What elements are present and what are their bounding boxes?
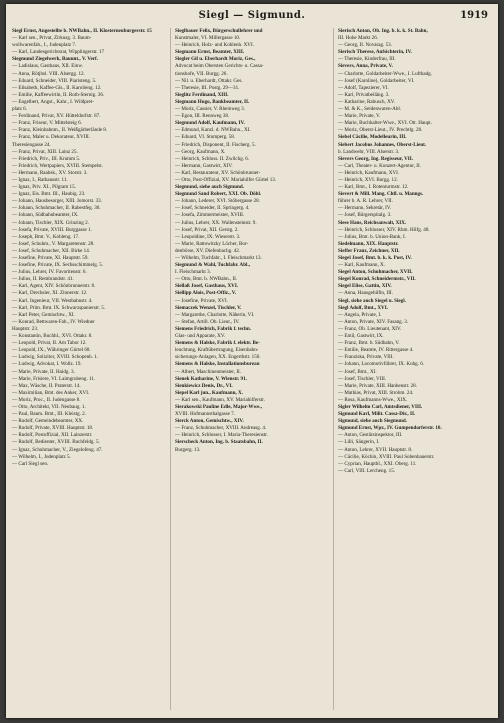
directory-entry: Sieglitz Ferdinand, XIII. <box>175 91 229 98</box>
directory-entry: — Leopoldine, IX. Wieserstr. 3. <box>175 233 241 240</box>
directory-entry: Siemens & Halske, Installationsbureau <box>175 361 260 368</box>
directory-entry: Hauptstr. 23. <box>12 325 39 332</box>
directory-entry: — Wilhelm, I., Judenplatz 5. <box>12 453 71 460</box>
directory-entry: Sigler Wilhelm Carl, Amtsdiener, VIII. <box>338 403 423 410</box>
directory-entry: — Carl, VIII. Lercheng. 15. <box>338 467 396 474</box>
directory-entry: — Josefa, Private, XVIII. Burggasse 1. <box>12 226 92 233</box>
directory-entry: — Josef, Bmt., XI. <box>338 368 377 375</box>
directory-entry: — Angela, Private, I. <box>338 311 382 318</box>
directory-entry: — Moriz, Proc., II. Judengasse 8. <box>12 396 81 403</box>
directory-entry: Siedelmann, XIX. Hauptstr. <box>338 240 399 247</box>
directory-entry: Siegmund, siehe auch Sigmund. <box>175 184 244 191</box>
directory-entry: — M. & K., Seidenwaren-Abl. <box>338 106 402 113</box>
directory-entry: — Johann, Locomotivführer, IX. Kuhg. 6. <box>338 361 425 368</box>
directory-entry: Siegmund & Wahl, Tuchfabr. Abl., <box>175 262 251 269</box>
column-middle <box>170 28 329 710</box>
directory-entry: — Julius, Lehrer, IV. Favoritenstr. 6. <box>12 269 87 276</box>
directory-entry: — Marie, Buchhalter-Wwe., XVI. Ott. Haupt. <box>338 120 432 127</box>
directory-entry: — Rudolf, Gemeindebeamter, XX. <box>12 418 84 425</box>
page-number: 1919 <box>460 10 488 21</box>
directory-entry: führer b. A. R. Lehrer, VII. <box>338 198 393 205</box>
directory-entry: — Rudolf, Private, XVIII. Hauptstr. 18. <box>12 425 94 432</box>
page-header <box>6 10 498 24</box>
directory-entry: — Franz, Kleinbahnm., II. Weißgärberlände 8. <box>12 127 108 134</box>
directory-entry: — Franziska, Private, VIII. <box>338 354 394 361</box>
directory-entry: — Elisabeth, Kaffee-Gls., II. Karolieng. 12. <box>12 84 102 91</box>
directory-entry: — Konrad, Bettwaren-Fab., IV. Wiedner <box>12 318 95 325</box>
directory-entry: — Wilhelm, Tuchfabr., I. Fleischmarkt 13. <box>175 255 262 261</box>
directory-entry: Siegmund Sand Robert, XXI. Ob. Döbl. <box>175 191 262 198</box>
directory-entry: Sigmund Karl, Milit. Cassa-Dir., II. <box>338 411 416 418</box>
directory-entry: — Eduard, VI. Stumperg. 58. <box>175 134 236 141</box>
directory-entry: — Heinrich, Schlosser, XIV. Rhm. Hilfg. 48. <box>338 226 430 233</box>
directory-entry: — Josef, Tischler, VIII. <box>338 375 387 382</box>
directory-entry: — Josef, Bürgerspitalg. 3. <box>338 212 392 219</box>
directory-entry: — Ludwig, Solizitor, XVIII. Schopenh. 1. <box>12 354 99 361</box>
directory-entry: — Josefine, Private, IX. Sechsschimmelg. 5. <box>12 262 104 269</box>
directory-entry: — Franz, Maler u. Dekorateur, XVIII. <box>12 134 91 141</box>
directory-entry: — Heinrich, Holz- und Kohlenh. XVI. <box>175 42 254 49</box>
directory-entry: — Anton, Gestütsinspektor, III. <box>338 432 403 439</box>
directory-entry: — Charlotte, Goldarbeiter-Wwe., I. Luftbadg. <box>338 70 432 77</box>
directory-entry: Siemens & Halske, Fabrik f. elektr. Be- <box>175 340 260 347</box>
directory-entry: Siegl Adolf, Bmt., XVI. <box>338 304 388 311</box>
directory-entry: — Leopold, Privat, II. Am Tabor 12. <box>12 340 87 347</box>
directory-entry: Sienek Katharine, V. Wienstr. 91. <box>175 375 247 382</box>
directory-entry: — Josef, Schuhmacher, XII. Birke 14. <box>12 247 91 254</box>
directory-entry: Sierisch Anton, Ob. Ing. b. k. k. St. Bahn, <box>338 28 428 34</box>
directory-entry: Siellaß Josef, Gasthaus, XVI. <box>175 283 239 290</box>
directory-entry: — Heinrich, Kaufmann, XVI. <box>338 169 400 176</box>
directory-entry: Kunstmaler, VI. Millergasse 10. <box>175 35 241 42</box>
directory-entry: — Lilli, Sängerin, I. <box>338 439 380 446</box>
directory-entry: Siese Hans, Reichsanwalt, XIX. <box>338 219 407 226</box>
directory-entry: Siemens Friedrich, Fabrik f. techn. <box>175 325 251 332</box>
directory-entry: — Franz, Ob. Lieutenant, XIV. <box>338 325 402 332</box>
directory-entry: — Otto, Post-Offizial, XV. Mariahilfer Gürtel 13. <box>175 176 277 183</box>
columns <box>12 28 492 710</box>
directory-entry: Sigmund, siehe auch Siegmund. <box>338 418 407 425</box>
directory-entry: — Ladislaus, Gasthaus, XII. Einw. <box>12 63 83 70</box>
directory-entry: — Hermann, Gastwirt, XIV. <box>175 162 233 169</box>
directory-entry: — Julius, Lehrer, XX. Wallensteinstr. 9. <box>175 219 257 226</box>
directory-entry: Siegel Elise, Gattin, XIV. <box>338 283 392 290</box>
directory-entry: — Julius, II. Rembrandstr. 41. <box>12 276 74 283</box>
directory-entry: — Franz, Friseur, V. Mittelsteig 6. <box>12 120 82 127</box>
directory-entry: — Theresie, III. Postg. 29—31. <box>175 84 240 91</box>
directory-entry: — Eduard, Schneider, VIII. Piaristeng. 5. <box>12 77 97 84</box>
directory-entry: — Joseph, Bmt. V., Kohleng. 17. <box>12 233 80 240</box>
directory-entry: — Heinrich, Schloss. II. Zwilchg. 6. <box>175 155 250 162</box>
directory-page <box>6 4 498 718</box>
directory-entry: — Karl, Privatbeiläng. 3. <box>338 91 390 98</box>
directory-entry: — Franz, Bmt. b. Südbahn, V. <box>338 340 400 347</box>
directory-entry: platz 6. <box>12 106 27 113</box>
directory-entry: leuchtung, Kraftübertragung, Eisenbahn- <box>175 347 259 354</box>
directory-entry: — Nil. u. Eberhardt, Ottakr. Ges. <box>175 77 243 84</box>
directory-entry: — Marie, Private, II. Haidg. 3. <box>12 368 75 375</box>
directory-entry: Glas- und Apparate, XV. <box>175 333 226 340</box>
directory-entry: Siellipp Alois, Post-Offiz., V. <box>175 290 237 297</box>
directory-entry: — Anna, Rötjbsl. VIII. Alsergg. 12. <box>12 70 85 77</box>
directory-entry: — Rudolf, Postoffizial, XII. Lainzerstr. <box>12 432 93 439</box>
directory-entry: — Josefine, Private, XVI. <box>175 297 228 304</box>
directory-entry: — Anton, Lehrer, XVII. Hauptstr. 8. <box>338 446 413 453</box>
directory-entry: — Moriz, Cassier, V. Rheinweg 3. <box>175 106 245 113</box>
directory-entry: — Ludwig, Advokat, I. Wollz. 19. <box>12 361 82 368</box>
directory-entry: — Marie, Private, XIII. Hanhenstr. 28. <box>338 382 417 389</box>
directory-entry: — Ferdinand, Privat, XV. Hütteldorfstr. 87. <box>12 113 101 120</box>
directory-entry: Siegel Anton, Schuhmacher, XVII. <box>338 269 413 276</box>
directory-entry: Siepel Karl jun., Kaufmann, X. <box>175 389 243 396</box>
directory-entry: — Franz, Privat, XIII. Lainz 25. <box>12 148 78 155</box>
directory-entry: Siegmann Hugo, Bankbeamter, II. <box>175 98 250 105</box>
directory-entry: Advocat beim Obersten Gerichts- u. Cassa- <box>175 63 264 70</box>
directory-entry: — Moriz, Oberst-Lieut., IV. Prechtlg. 28. <box>338 127 423 134</box>
directory-entry: Siegmann Ernst, Beamter, XIII. <box>175 49 245 56</box>
directory-entry: sicherungs-Anlagen, XX. Engerthstr. 150. <box>175 354 261 361</box>
directory-entry: — Egon, III. Rennweg 38. <box>175 113 230 120</box>
directory-entry: Siegl, siehe auch Siegel u. Siegl. <box>338 297 406 304</box>
column-left <box>12 28 166 710</box>
directory-entry: — Johann, Hausbesorger, XIII. Jomorst. 33. <box>12 198 102 205</box>
directory-entry: — Karl, Restaurateur, XV. Schönbrunner- <box>175 169 261 176</box>
directory-entry: — Ignaz, Schuhmacher, V., Ziegelofeng. 47. <box>12 446 103 453</box>
directory-entry: — Hermann, Sekretär, IV. <box>338 205 392 212</box>
directory-entry: — Rudolf, Bedienter, XVIII. Buchfeldg. 5. <box>12 439 100 446</box>
directory-entry: Sierisch Therese, Aufsichterin, IV. <box>338 49 412 56</box>
directory-entry: — Otto, Bmt. b. NWBahn., II. <box>175 276 238 283</box>
directory-entry: Sieffer Franz, Zeichner, XII. <box>338 247 400 254</box>
directory-entry: I. Fleischmarkt 3. <box>175 269 211 276</box>
directory-entry: — Marie, Rattowitzky Löcher, Bor- <box>175 240 249 247</box>
directory-entry: Siegel Josef, Bmt. b. k. k. Post, IV. <box>338 255 412 261</box>
directory-entry: — Otto, Architekt, VII. Neubaug. 1. <box>12 403 86 410</box>
directory-entry: Siegel Konrad, Schneidermstr., VII. <box>338 276 416 283</box>
directory-entry: — Anton, Private, XIV. Fasang. 3. <box>338 318 409 325</box>
directory-entry: — Margarethe, Charlotte, Näherin, VI. <box>175 311 255 318</box>
directory-entry: — Johann, Schuhmacher, II. Rabestfeg. 30. <box>12 205 101 212</box>
directory-entry: — Ignaz, Eis. Bmt. III., Haubig. 23. <box>12 191 86 198</box>
directory-entry: Sievert & Mill. Mang. Chfl. u. Manngs. <box>338 191 424 198</box>
directory-entry: — Rosa, Kaufmanns-Wwe., XIX. <box>338 396 408 403</box>
directory-entry: Sierck Anton, Gemischtw., XIV. <box>175 418 244 425</box>
directory-entry: — Carl, Theater- u. Konzert-Agentur, II. <box>338 162 421 169</box>
directory-entry: Siemaczek Wenzel, Tischler, V. <box>175 304 242 311</box>
directory-entry: — Theresie, Kinderfrau, III. <box>338 56 396 63</box>
directory-entry: III. Hohe Markt 26. <box>338 35 379 42</box>
directory-entry: — Stefan, Artill. Ob. Lieut., IV. <box>175 318 240 325</box>
directory-entry: — Katharine, Rabusch, XV. <box>338 98 396 105</box>
column-right <box>333 28 492 710</box>
directory-entry: — Georg, II. Novarag. 53. <box>338 42 392 49</box>
directory-entry: — Paul, Baum. Bmt., III. Kleistg. 2. <box>12 411 86 418</box>
directory-entry: — Karl, Ingenieur, VII. Westbahnstr. 4. <box>12 297 93 304</box>
directory-entry: — Konstantin, Buchhl., XVI. Ottakr. 8. <box>12 333 93 340</box>
directory-entry: — Mathias, Privat, XIII. Strohm. 24. <box>338 389 414 396</box>
directory-entry: — Friedrich, Priv., III. Krumm 5. <box>12 155 81 162</box>
directory-entry: Siegler Gil u. Eberhardt Moriz, Ges., <box>175 56 256 63</box>
directory-entry: — Carl Siegl sen. <box>12 460 49 467</box>
directory-entry: Sievers Georg, Ing. Regisseur, VII. <box>338 155 413 162</box>
directory-entry: — Ignaz, I., Rathausstr. 11. <box>12 176 68 183</box>
directory-entry: — Karl sen., Kaufmann, XV. Mariahilferstr. <box>175 396 265 403</box>
directory-entry: tionshofe, VII. Burgg. 26. <box>175 70 228 77</box>
directory-entry: — Friedrich, Disponent, II. Fischerg. 5. <box>175 141 256 148</box>
running-head: Siegl — Sigmund. <box>198 10 306 21</box>
directory-entry: — Emilie, Kaffeewirtin, II. Roth-Sternig. 36. <box>12 91 105 98</box>
directory-entry: — Johann, Tischler, XIX. Grinzing 2. <box>12 219 89 226</box>
directory-entry: — Emil, Gastwirt, IX. <box>338 333 384 340</box>
directory-entry: Burgerg. 13. <box>175 446 201 453</box>
directory-entry: Sierakowski Pauline Edle, Major-Wwe., <box>175 403 262 410</box>
directory-entry: — Marie, Private, V. <box>338 113 381 120</box>
directory-entry: Sienkiewicz Denis, Dr., VI. <box>175 382 233 389</box>
directory-entry: — Engelbert, Angst., Kahr., I. Wildpret- <box>12 98 94 105</box>
directory-entry: b. Landwehr, VIII. Alserstr. 3. <box>338 148 400 155</box>
directory-entry: — Leopold, IX., Währinger Gürtel 68. <box>12 347 91 354</box>
directory-entry: — Karl, Agent, XIV. Schönbrunnerstr. 8. <box>12 283 96 290</box>
directory-entry: Siebel Cäcilie, Modelleurin, III. <box>338 134 407 141</box>
directory-entry: denbörse, XV. Diefenbachg. 42. <box>175 247 241 254</box>
directory-entry: — Emilie, Beamte, IV. Rittergasse 4. <box>338 347 414 354</box>
directory-entry: — Karl sen., Privat, Zirkusg. 3. Baum- <box>12 35 92 42</box>
directory-entry: — Karl, Bmt., I. Rotenturmstr. 12. <box>338 184 409 191</box>
directory-entry: — Josef (Karoline), Goldarbeiter, VI. <box>338 77 415 84</box>
directory-entry: Siegmund Adolf, Kaufmann, IV. <box>175 120 245 127</box>
directory-entry: — Anna, Hausgehilfin, III. <box>338 290 393 297</box>
directory-entry: — Edmund, Kanzl. d. NWBahn., XI. <box>175 127 251 134</box>
directory-entry: — Julius, Bmt. b. Union-Bank, I. <box>338 233 406 240</box>
directory-entry: Sierscheck Anton, Ing. b. Staatsbahn, II. <box>175 439 263 446</box>
directory-entry: — Josef, Schuhm., V. Margaretenstr. 28. <box>12 240 95 247</box>
directory-entry: XVIII. Hofmannsthalgasse 7. <box>175 411 235 418</box>
directory-entry: Sievers, Anna, Private, V. <box>338 63 393 70</box>
directory-entry: — Albert, Maschinenmeister, II. <box>175 368 241 375</box>
directory-entry: Theresiengasse 24. <box>12 141 51 148</box>
directory-entry: — Cäcilie, Köchin, XVIII. Paul Sobenhauerstr. <box>338 453 435 460</box>
directory-entry: — Friedrich, Wertpapiers, XVIII. Stempelst. <box>12 162 103 169</box>
directory-entry: Sieglbauer Felix, Bürgerschullehrer und <box>175 28 263 34</box>
directory-entry: — Johann, Lederer, XVI. Stöbergasse 28. <box>175 198 261 205</box>
directory-entry: Siegl Ernst, Angestellte b. NWBahn., II. Klosterneuburgerstr. 15 <box>12 28 152 34</box>
directory-entry: — Adolf, Tapezierer, VI. <box>338 84 389 91</box>
directory-entry: — Karl, Drechsler, XI. Zinnerstr. 12. <box>12 290 88 297</box>
directory-entry: Siegmund Ziegelwerk, Bauunt., V. Verf. <box>12 56 98 63</box>
directory-entry: — Max, Wäsche, II. Praterstr. 14. <box>12 382 81 389</box>
directory-entry: — Josef, Schneider, II. Springerg. 4. <box>175 205 250 212</box>
directory-entry: — Josefine, Private, XI. Hauptstr. 59. <box>12 255 89 261</box>
directory-entry: wollwarenfab., I., Judenplatz 7. <box>12 42 77 49</box>
directory-entry: — Marie, Frisiere, VI. Laimgrubeng. 11. <box>12 375 96 382</box>
directory-entry: — Maximilian, Bmt. des Anker, XVI. <box>12 389 90 396</box>
directory-entry: — Hermann, Raabsk., XV. Storstr. 3. <box>12 169 88 176</box>
directory-entry: — Karl, Kaufmann, X. <box>338 262 385 269</box>
directory-entry: — Josefa, Zimmermeister, XVIII. <box>175 212 245 219</box>
directory-entry: — Georg, Kaufmann, X. <box>175 148 226 155</box>
directory-entry: — Johann, Südbahnbeamter, IX. <box>12 212 79 219</box>
directory-entry: Sigmund Ernst, Wpr., IV. Gumpendorferstr. 10. <box>338 425 442 432</box>
directory-entry: — Karl Peter, Gemischtw., XI. <box>12 311 75 318</box>
directory-entry: — Karl, Landesgerichtsrat, Wipplingerstr. 17 <box>12 49 105 56</box>
directory-entry: — Ignaz, Priv. XI., Pilgram 15. <box>12 184 76 191</box>
directory-entry: — Cyprian, Hauptbl., XXI. Oberg. 11. <box>338 460 417 467</box>
directory-entry: — Karl, Prim. Bmt. IX. Schwarzspanierstr. 5. <box>12 304 106 311</box>
directory-entry: — Josef, Privat, XII. Gerstg. 2. <box>175 226 239 233</box>
directory-entry: Siebert Jacobus Johannes, Oberst-Lieut. <box>338 141 427 148</box>
directory-entry: — Heinrich, Schlosser, I. Maria-Theresienstr. <box>175 432 268 439</box>
directory-entry: — Heinrich, XVI. Burgg. 12. <box>338 176 398 183</box>
directory-entry: — Franz, Schuhmacher, XVIII. Andreasg. 4. <box>175 425 267 432</box>
